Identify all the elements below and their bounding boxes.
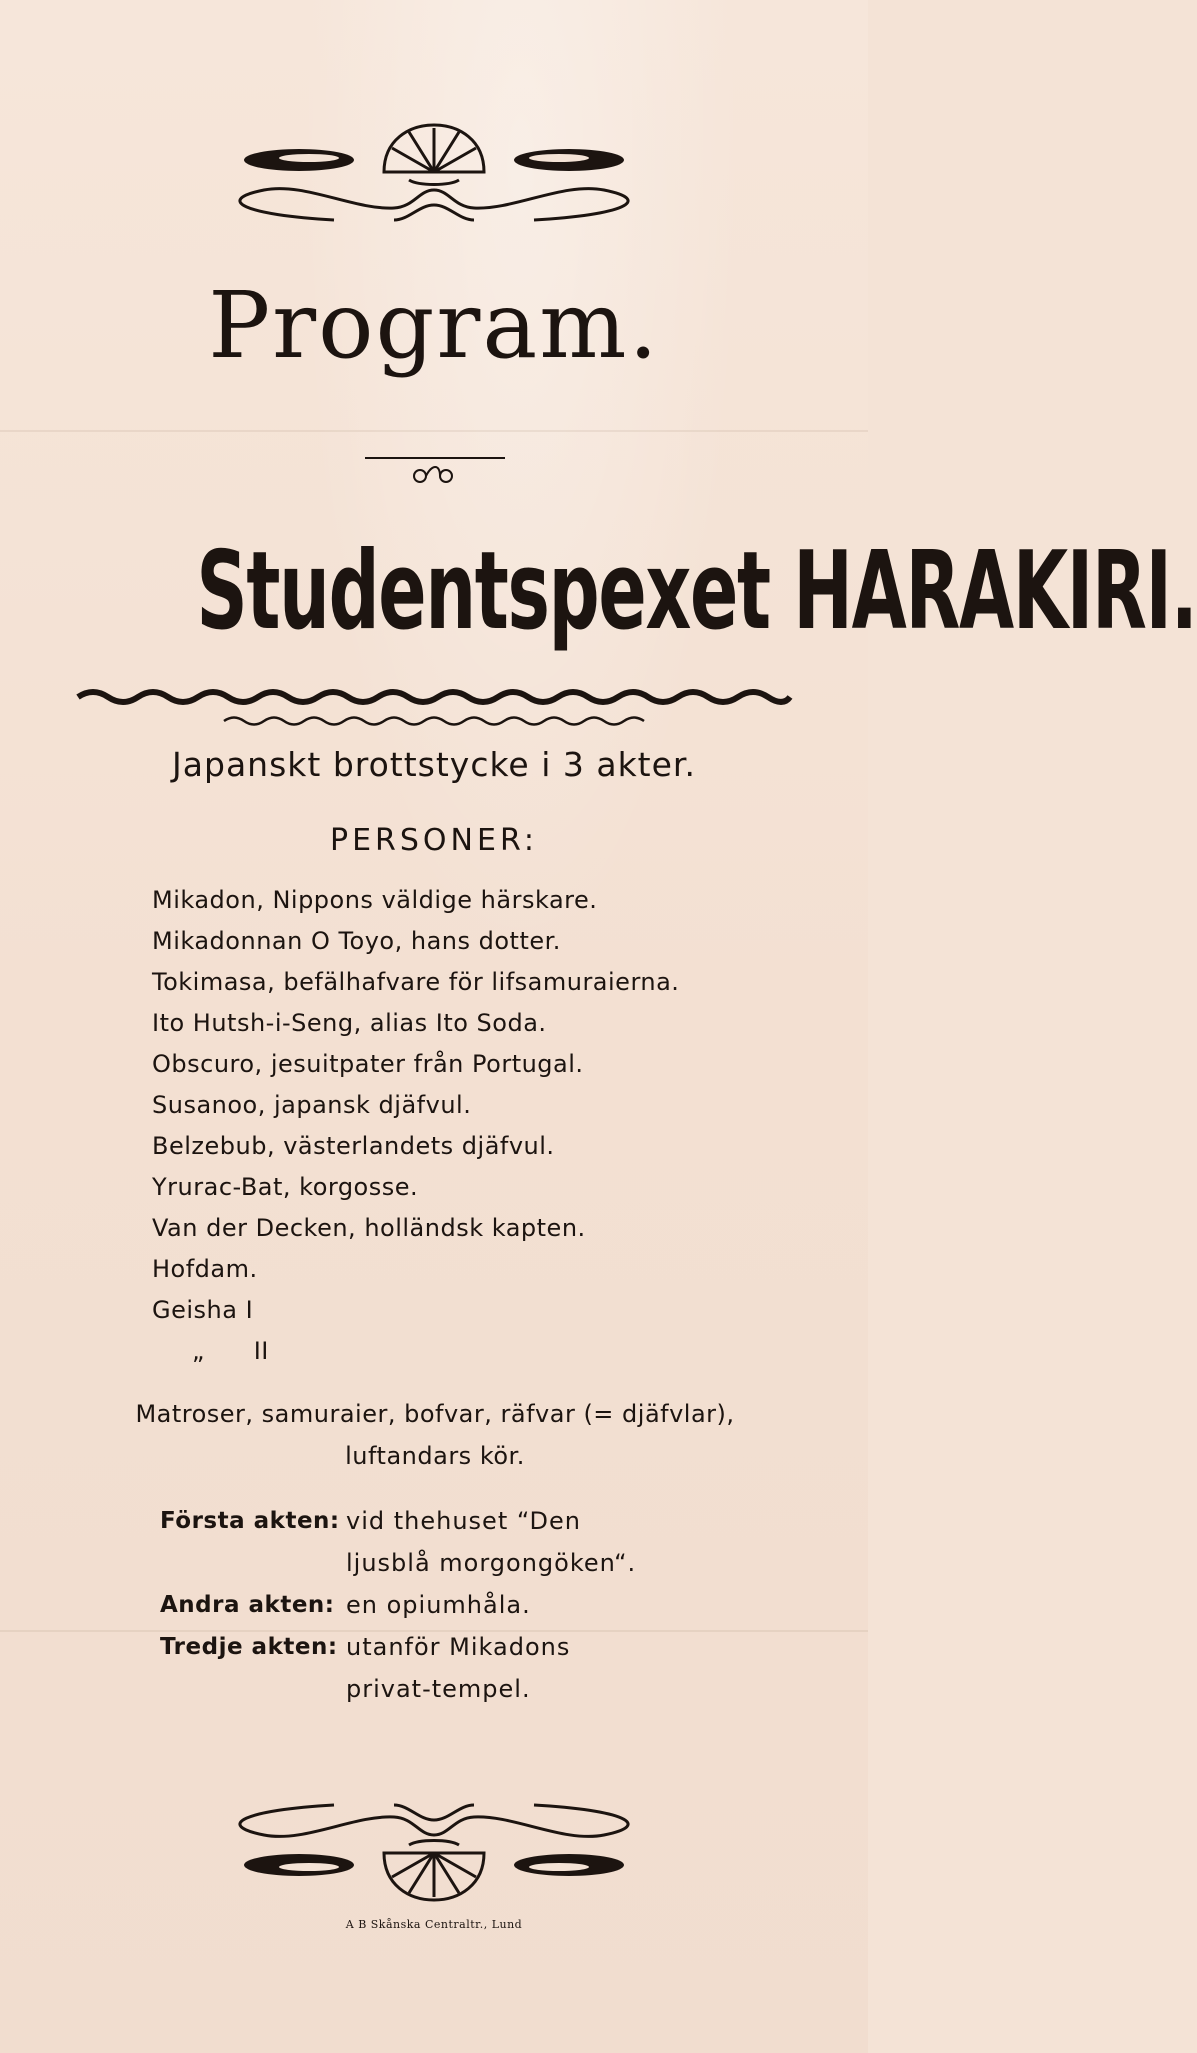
act-row	[160, 1500, 646, 1584]
act-row	[160, 1584, 646, 1626]
cast-item: Van der Decken, holländsk kapten.	[152, 1214, 586, 1242]
production-headline: Studentspexet HARAKIRI.	[196, 529, 1197, 654]
printer-imprint: A B Skånska Centraltr., Lund	[345, 1918, 523, 1931]
cast-item: Obscuro, jesuitpater från Portugal.	[152, 1050, 584, 1078]
cast-item: Susanoo, japansk djäfvul.	[152, 1091, 472, 1119]
top-ornament-icon	[204, 120, 664, 250]
cast-item: „ II	[192, 1337, 269, 1365]
cast-list	[152, 880, 679, 1372]
cast-item: Tokimasa, befälhafvare för lifsamuraierna.	[152, 968, 680, 996]
title-rule-flourish-icon	[360, 450, 510, 490]
act-description: vid thehuset “Den ljusblå morgongöken“.	[346, 1507, 637, 1577]
cast-item: Belzebub, västerlandets djäfvul.	[152, 1132, 555, 1160]
cast-item: Yrurac-Bat, korgosse.	[152, 1173, 419, 1201]
act-label: Första akten:	[160, 1508, 340, 1534]
fold-line	[0, 430, 868, 432]
cast-item: Hofdam.	[152, 1255, 258, 1283]
act-label: Andra akten:	[160, 1592, 335, 1618]
act-row	[160, 1626, 646, 1710]
act-description: utanför Mikadons privat-tempel.	[346, 1633, 571, 1703]
cast-heading: PERSONER:	[330, 823, 538, 858]
page-title: Program.	[208, 272, 660, 379]
subtitle: Japanskt brottstycke i 3 akter.	[172, 745, 696, 784]
cast-item: Geisha I	[152, 1296, 254, 1324]
act-description: en opiumhåla.	[346, 1591, 531, 1619]
cast-item: Ito Hutsh-i-Seng, alias Ito Soda.	[152, 1009, 547, 1037]
act-label: Tredje akten:	[160, 1634, 338, 1660]
bottom-ornament-icon	[204, 1775, 664, 1905]
ensemble-line: Matroser, samuraier, bofvar, räfvar (= djäfvlar), luftandars kör.	[135, 1400, 735, 1470]
acts-list	[160, 1500, 646, 1710]
wavy-divider-small-icon	[224, 706, 644, 736]
cast-item: Mikadon, Nippons väldige härskare.	[152, 886, 598, 914]
cast-item: Mikadonnan O Toyo, hans dotter.	[152, 927, 561, 955]
